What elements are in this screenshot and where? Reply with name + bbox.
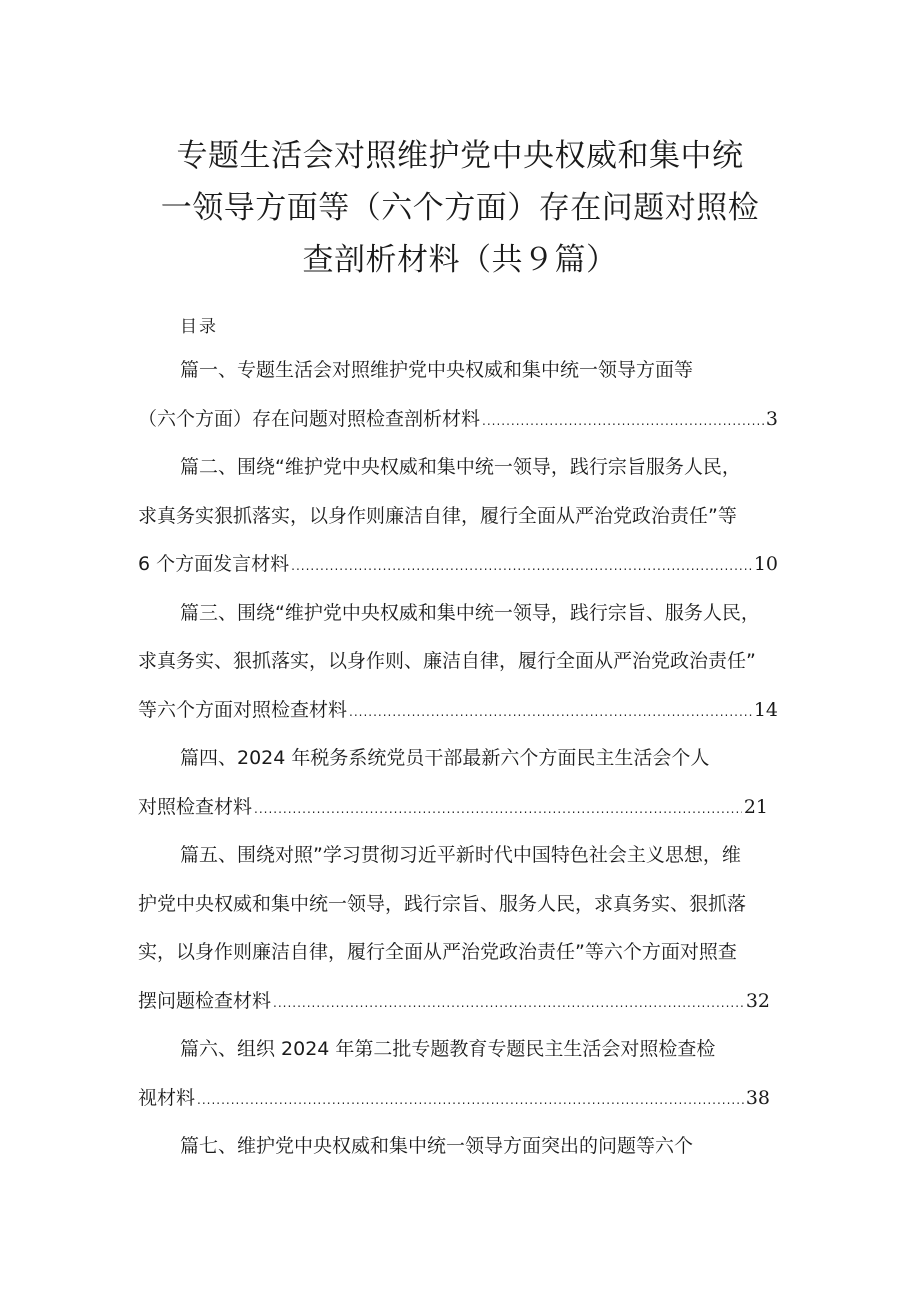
dot-leader [482,408,764,434]
toc-entry-5-last: 摆问题检查材料 [138,990,272,1012]
title-line: 一领导方面等（六个方面）存在问题对照检 [160,190,760,226]
toc-entry-1-page: 3 [765,408,778,430]
toc-entry-1-line: 篇一、专题生活会对照维护党中央权威和集中统一领导方面等 [180,359,694,381]
dot-leader [349,699,752,725]
dot-leader [254,796,742,822]
document-title [0,130,920,286]
dot-leader [291,553,752,579]
toc-entry-3-line: 求真务实、狠抓落实，以身作则、廉洁自律，履行全面从严治党政治责任” [138,650,756,672]
toc-entry-5-line: 实，以身作则廉洁自律，履行全面从严治党政治责任”等六个方面对照查 [138,941,737,963]
title-line: 查剖析材料（共９篇） [302,242,618,278]
dot-leader [273,990,744,1016]
toc-entry-3-line: 篇三、围绕“维护党中央权威和集中统一领导，践行宗旨、服务人民， [180,602,760,624]
toc-entry-5-link[interactable] [138,988,770,1016]
toc-entry-6-page: 38 [745,1087,770,1109]
toc-entry-2-line: 求真务实狠抓落实，以身作则廉洁自律，履行全面从严治党政治责任”等 [138,505,737,527]
toc-entry-4-link[interactable] [138,794,768,822]
toc-entry-7-line: 篇七、维护党中央权威和集中统一领导方面突出的问题等六个 [180,1135,694,1157]
toc-entry-4-line: 篇四、2024 年税务系统党员干部最新六个方面民主生活会个人 [180,747,710,769]
toc-entry-5-line: 护党中央权威和集中统一领导，践行宗旨、服务人民，求真务实、狠抓落 [138,893,747,915]
toc-entry-5-line: 篇五、围绕对照”学习贯彻习近平新时代中国特色社会主义思想，维 [180,844,741,866]
toc-entry-2-link[interactable] [138,551,778,579]
toc-entry-5-page: 32 [745,990,770,1012]
title-line: 专题生活会对照维护党中央权威和集中统 [176,138,744,174]
toc-heading: 目录 [180,317,218,337]
dot-leader [197,1087,744,1113]
toc-entry-4-last: 对照检查材料 [138,796,253,818]
toc-entry-2-line: 篇二、围绕“维护党中央权威和集中统一领导，践行宗旨服务人民， [180,456,741,478]
toc-entry-3-last: 等六个方面对照检查材料 [138,699,348,721]
toc-entry-2-page: 10 [753,553,778,575]
toc-entry-2-last: 6 个方面发言材料 [138,553,290,575]
toc-entry-6-last: 视材料 [138,1087,196,1109]
toc-entry-6-link[interactable] [138,1085,770,1113]
toc-entry-3-link[interactable] [138,697,778,725]
toc-entry-1-link[interactable] [138,406,778,434]
toc-entry-1-last: （六个方面）存在问题对照检查剖析材料 [138,408,481,430]
toc-entry-4-page: 21 [743,796,768,818]
toc-entry-3-page: 14 [753,699,778,721]
toc-entry-6-line: 篇六、组织 2024 年第二批专题教育专题民主生活会对照检查检 [180,1038,716,1060]
